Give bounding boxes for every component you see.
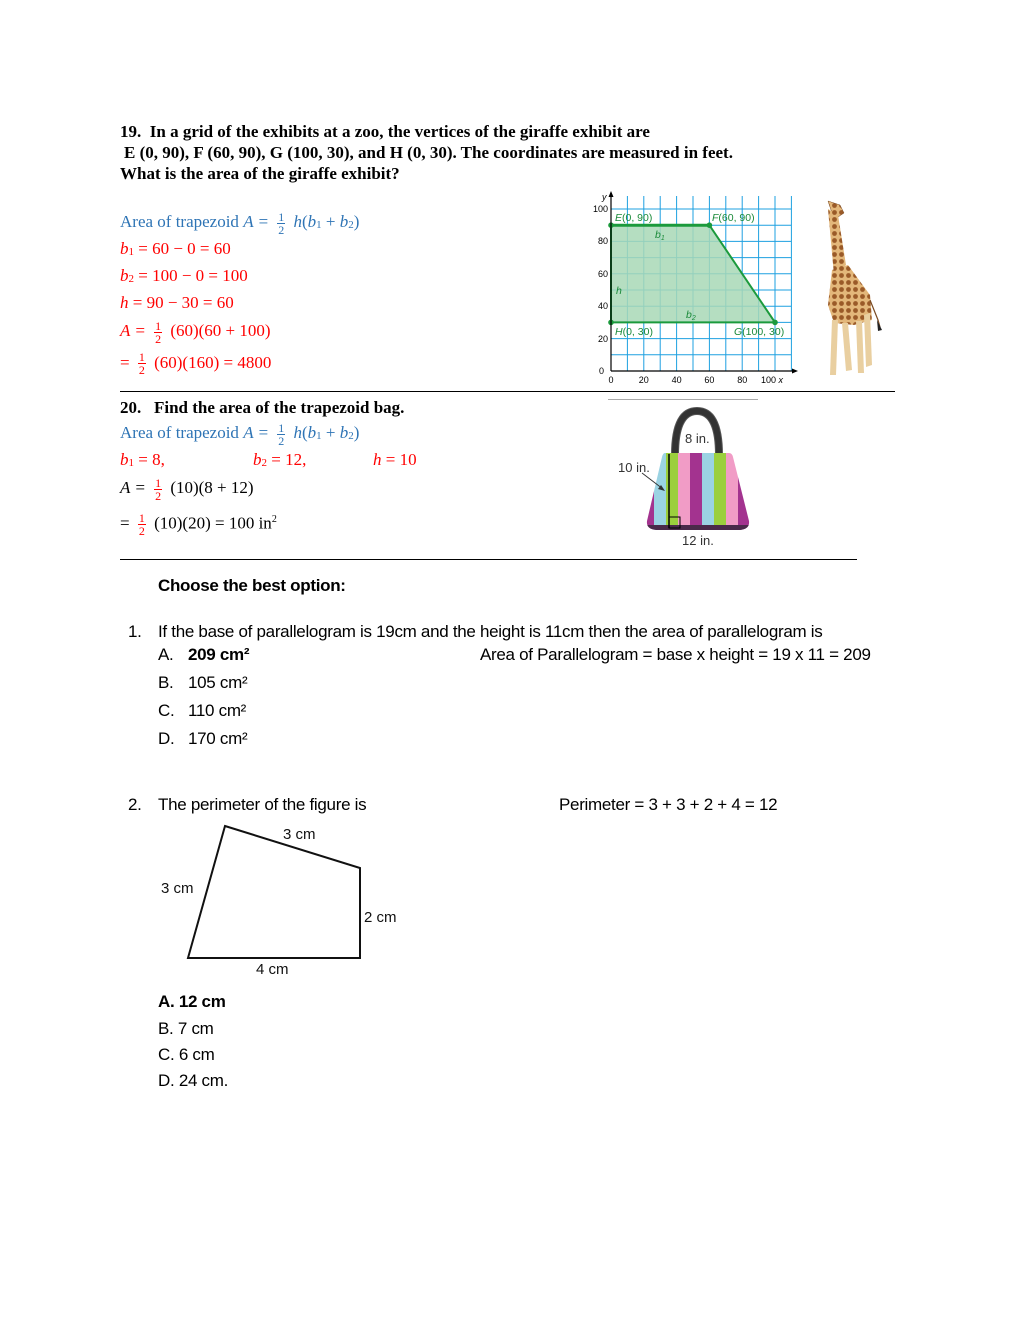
option-text: 209 cm² [188,645,250,664]
svg-text:100 x: 100 x [760,375,784,385]
svg-text:0: 0 [608,375,614,385]
q19-area-step: A = $\frac{1}{2}$ (60)(60 + 100) [120,318,271,346]
q20-prompt: 20. Find the area of the trapezoid bag. [120,398,405,417]
svg-text:80: 80 [737,375,748,385]
label-right: 2 cm [364,909,397,926]
q19-line1: 19. In a grid of the exhibits at a zoo, the vertices of the giraffe exhibit are [120,122,650,141]
mcq-q2-explanation: Perimeter = 3 + 3 + 2 + 4 = 12 [559,795,778,814]
mcq-heading: Choose the best option: [158,576,346,595]
q19-line2: E (0, 90), F (60, 90), G (100, 30), and H (0, 30). The coordinates are measured in feet. [124,143,733,162]
svg-text:20: 20 [638,375,649,385]
fraction-half: $\frac{1}{2}$ [278,209,285,237]
svg-text:F(60, 90): F(60, 90) [712,212,755,224]
q20-area-step: A = $\frac{1}{2}$ (10)(8 + 12) [120,475,254,503]
mcq-q2-number: 2. [128,795,142,814]
mcq-q1-option-b[interactable] [158,672,248,694]
svg-text:60: 60 [597,269,608,279]
svg-text:y: y [602,192,607,202]
svg-text:b1: b1 [655,229,665,242]
mcq-q1-option-a[interactable] [158,644,250,666]
svg-text:0: 0 [598,366,604,376]
svg-text:80: 80 [597,236,608,246]
mcq-q2-option-b[interactable]: B. 7 cm [158,1019,214,1038]
q20-formula: Area of trapezoid A = $\frac{1}{2}$ $h(b_1 + b_2)$ [120,420,360,448]
svg-text:h: h [616,285,622,297]
svg-text:10 in.: 10 in. [618,460,650,475]
trapezoid-coordinate-grid [585,190,800,390]
fraction-half: $\frac{1}{2}$ [138,350,145,378]
option-letter: A. [158,645,174,664]
option-text: 105 cm² [188,673,248,692]
svg-text:40: 40 [671,375,682,385]
label-top: 3 cm [283,826,316,843]
option-letter: B. [158,673,174,692]
option-text: 170 cm² [188,729,248,748]
section-divider [120,559,857,560]
q19-formula: Area of trapezoid A = $\frac{1}{2}$ $h(b_1 + b_2)$ [120,209,360,237]
section-divider [120,391,895,392]
q19-prompt [120,121,860,184]
mcq-q2-text: The perimeter of the figure is [158,795,367,814]
svg-text:8 in.: 8 in. [685,431,710,446]
label-bottom: 4 cm [256,961,289,978]
q19-result: = $\frac{1}{2}$ (60)(160) = 4800 [120,350,272,378]
mcq-q1-explanation: Area of Parallelogram = base x height = 19 x 11 = 209 [480,645,871,664]
q19-line3: What is the area of the giraffe exhibit? [120,164,400,183]
fraction-half: $\frac{1}{2}$ [155,475,162,503]
svg-text:12 in.: 12 in. [682,533,714,548]
svg-text:20: 20 [597,334,608,344]
mcq-q2-option-c[interactable]: C. 6 cm [158,1045,215,1064]
q19-h-step: h = 90 − 30 = 60 [120,293,234,312]
mcq-q2-option-a[interactable]: A. 12 cm [158,992,226,1011]
mcq-q1-number: 1. [128,622,142,641]
q20-solution [120,420,417,538]
trapezoid-bag-image [612,403,762,551]
svg-text:H(0, 30): H(0, 30) [615,326,653,338]
option-letter: D. [158,729,175,748]
image-divider [608,399,758,400]
option-text: 110 cm² [188,701,247,720]
mcq-q1-text: If the base of parallelogram is 19cm and the height is 11cm then the area of parallelogram is [158,622,823,641]
q20-result: = $\frac{1}{2}$ (10)(20) = 100 $in^2$ [120,510,277,538]
option-letter: C. [158,701,175,720]
q19-solution [120,210,359,376]
svg-text:E(0, 90): E(0, 90) [615,212,653,224]
label-left: 3 cm [161,880,194,897]
q20-values: $b_1 = 8$, $b_2 = 12$, h = 10 [120,450,417,469]
mcq-q1-option-d[interactable] [158,728,248,750]
q19-b1-step: $b_1 = 60 - 0 = 60$ [120,239,231,258]
mcq-q2-option-d[interactable]: D. 24 cm. [158,1071,229,1090]
fraction-half: $\frac{1}{2}$ [155,318,162,346]
svg-text:b2: b2 [686,309,696,322]
q19-b2-step: $b_2 = 100 - 0 = 100$ [120,266,248,285]
svg-text:40: 40 [597,301,608,311]
svg-text:100: 100 [592,204,608,214]
svg-text:G(100, 30): G(100, 30) [734,326,785,338]
giraffe-image [810,195,885,380]
fraction-half: $\frac{1}{2}$ [278,420,285,448]
mcq-q1-option-c[interactable] [158,700,247,722]
fraction-half: $\frac{1}{2}$ [138,510,145,538]
svg-text:60: 60 [704,375,715,385]
quadrilateral-figure [150,818,410,983]
